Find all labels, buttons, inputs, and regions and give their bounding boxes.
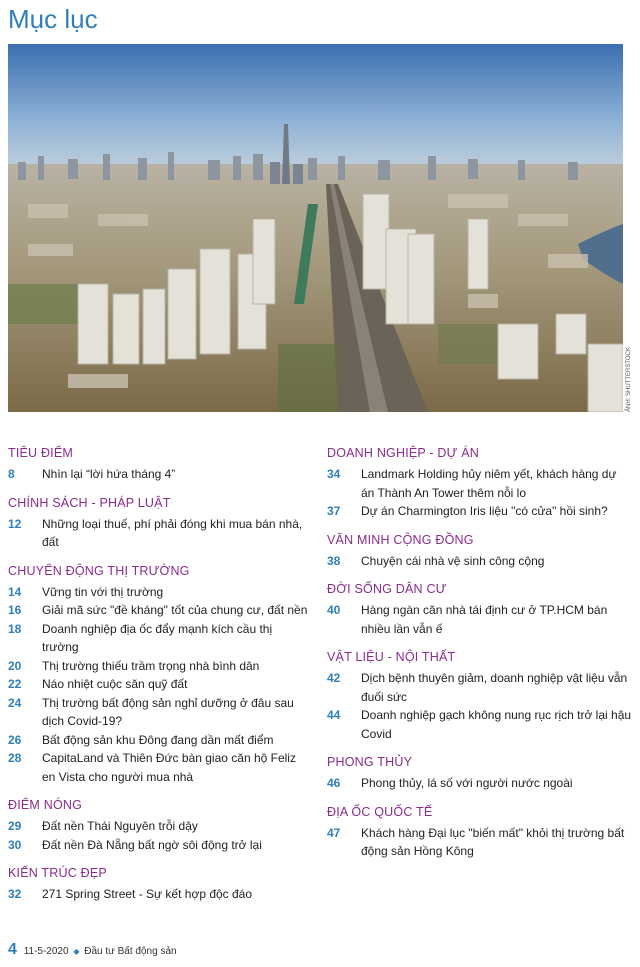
toc-entry[interactable] — [327, 669, 632, 706]
toc-entry[interactable] — [8, 515, 308, 552]
toc-entry-title: Đất nền Thái Nguyên trỗi dậy — [42, 819, 198, 833]
toc-entry[interactable] — [8, 731, 308, 750]
toc-entry[interactable] — [327, 465, 632, 502]
toc-section — [327, 533, 632, 571]
toc-page-number: 8 — [8, 467, 15, 481]
toc-entry-title: Vững tin với thị trường — [42, 584, 164, 599]
toc-page-number: 29 — [8, 819, 22, 833]
section-title: DOANH NGHIỆP - DỰ ÁN — [327, 446, 479, 460]
toc-entry[interactable] — [8, 836, 308, 855]
toc-entry[interactable] — [8, 749, 308, 786]
toc-entry-title: Doanh nghiệp gạch không nung rục rịch trở lại hậu Covid — [361, 708, 632, 741]
section-title: VẬT LIỆU - NỘI THẤT — [327, 650, 456, 664]
toc-page-number: 42 — [327, 671, 341, 685]
toc-entry[interactable] — [327, 824, 632, 861]
toc-entry-title: Thị trường bất động sản nghỉ dưỡng ở đâu sau dịch Covid-19? — [42, 695, 294, 728]
toc-entry[interactable] — [8, 885, 308, 904]
toc-entry-title: Náo nhiệt cuộc săn quỹ đất — [42, 677, 188, 691]
toc-entry[interactable] — [327, 774, 632, 793]
toc-entry[interactable] — [8, 620, 308, 657]
toc-entry[interactable] — [327, 502, 632, 521]
toc-section — [8, 496, 308, 552]
diamond-separator-icon: ◆ — [73, 947, 80, 956]
toc-page-number: 16 — [8, 603, 22, 617]
toc-section — [327, 582, 632, 638]
toc-page-number: 26 — [8, 732, 22, 747]
toc-entry-title: Đất nền Đà Nẵng bất ngờ sôi động trở lại — [42, 837, 262, 852]
magazine-name: Đầu tư Bất động sản — [84, 946, 177, 957]
issue-date: 11-5-2020 — [23, 946, 69, 957]
toc-entry-title: Landmark Holding hủy niêm yết, khách hàng dự án Thành An Tower thêm nỗi lo — [361, 467, 617, 500]
city-skyline-photo — [8, 44, 623, 412]
section-title: ĐỜI SỐNG DÂN CƯ — [327, 582, 447, 596]
page-number: 4 — [8, 941, 17, 958]
toc-section — [327, 755, 632, 793]
toc-page-number: 28 — [8, 751, 22, 765]
toc-page-number: 14 — [8, 584, 22, 599]
toc-section — [8, 446, 308, 484]
toc-entry-title: Phong thủy, lá số với người nước ngoài — [361, 776, 573, 790]
toc-right-column — [327, 446, 632, 873]
page-title: Mục lục — [8, 4, 98, 34]
section-title: CHÍNH SÁCH - PHÁP LUẬT — [8, 495, 171, 510]
section-title: KIẾN TRÚC ĐẸP — [8, 866, 107, 880]
toc-section — [327, 650, 632, 743]
toc-entry-title: Giải mã sức "đề kháng" tốt của chung cư, đất nền — [42, 603, 308, 617]
toc-page-number: 34 — [327, 467, 341, 481]
toc-section — [327, 805, 632, 861]
toc-entry-title: CapitaLand và Thiên Đức bàn giao căn hộ Feliz en Vista cho người mua nhà — [42, 751, 296, 784]
toc-entry[interactable] — [8, 465, 308, 484]
toc-page-number: 18 — [8, 621, 22, 636]
toc-entry[interactable] — [8, 675, 308, 694]
toc-entry-title: Bất động sản khu Đông đang dần mất điểm — [42, 732, 274, 747]
toc-page-number: 40 — [327, 603, 341, 617]
toc-entry-title: 271 Spring Street - Sự kết hợp độc đáo — [42, 887, 253, 901]
toc-entry[interactable] — [8, 817, 308, 836]
toc-entry[interactable] — [8, 601, 308, 620]
toc-entry-title: Thị trường thiếu trầm trọng nhà bình dân — [42, 658, 260, 673]
toc-left-column — [8, 446, 308, 916]
toc-page-number: 20 — [8, 658, 22, 673]
toc-page-number: 44 — [327, 708, 341, 722]
section-title: VĂN MINH CỘNG ĐỒNG — [327, 532, 474, 547]
toc-entry[interactable] — [8, 694, 308, 731]
toc-section — [8, 564, 308, 787]
toc-page-number: 38 — [327, 553, 341, 568]
photo-credit: ẢNH: SHUTTERSTOCK — [626, 347, 632, 412]
toc-entry-title: Dịch bệnh thuyên giảm, doanh nghiệp vật liệu vẫn đuối sức — [361, 671, 628, 704]
toc-entry[interactable] — [8, 583, 308, 602]
toc-entry-title: Hàng ngàn căn nhà tái định cư ở TP.HCM bán nhiều lần vẫn ế — [361, 603, 608, 636]
toc-entry[interactable] — [8, 657, 308, 676]
toc-entry-title: Chuyện cái nhà vệ sinh công cộng — [361, 553, 545, 568]
toc-entry[interactable] — [327, 601, 632, 638]
toc-entry[interactable] — [327, 552, 632, 571]
toc-page-number: 32 — [8, 887, 22, 901]
toc-page-number: 24 — [8, 695, 22, 710]
section-title: ĐỊA ỐC QUỐC TẾ — [327, 804, 433, 819]
section-title: CHUYỂN ĐỘNG THỊ TRƯỜNG — [8, 563, 190, 578]
toc-entry-title: Khách hàng Đại lục "biến mất" khỏi thị trường bất động sản Hồng Kông — [361, 825, 625, 858]
section-title: ĐIỂM NÓNG — [8, 798, 83, 812]
toc-page-number: 30 — [8, 837, 22, 852]
toc-page-number: 12 — [8, 516, 22, 531]
section-title: TIÊU ĐIỂM — [8, 446, 73, 460]
toc-page-number: 22 — [8, 677, 22, 691]
toc-page-number: 46 — [327, 776, 341, 790]
toc-entry-title: Dự án Charmington Iris liệu "có cửa" hồi sinh? — [361, 504, 608, 518]
toc-entry[interactable] — [327, 706, 632, 743]
toc-page-number: 37 — [327, 504, 341, 518]
toc-section — [8, 866, 308, 904]
toc-entry-title: Doanh nghiệp địa ốc đẩy mạnh kích cầu thị trường — [42, 621, 273, 654]
section-title: PHONG THỦY — [327, 755, 413, 769]
toc-section — [8, 798, 308, 854]
toc-section — [327, 446, 632, 521]
toc-entry-title: Nhìn lại “lời hứa tháng 4” — [42, 467, 176, 481]
toc-entry-title: Những loại thuế, phí phải đóng khi mua bán nhà, đất — [42, 516, 303, 549]
page-footer — [8, 941, 177, 959]
toc-page-number: 47 — [327, 825, 341, 840]
